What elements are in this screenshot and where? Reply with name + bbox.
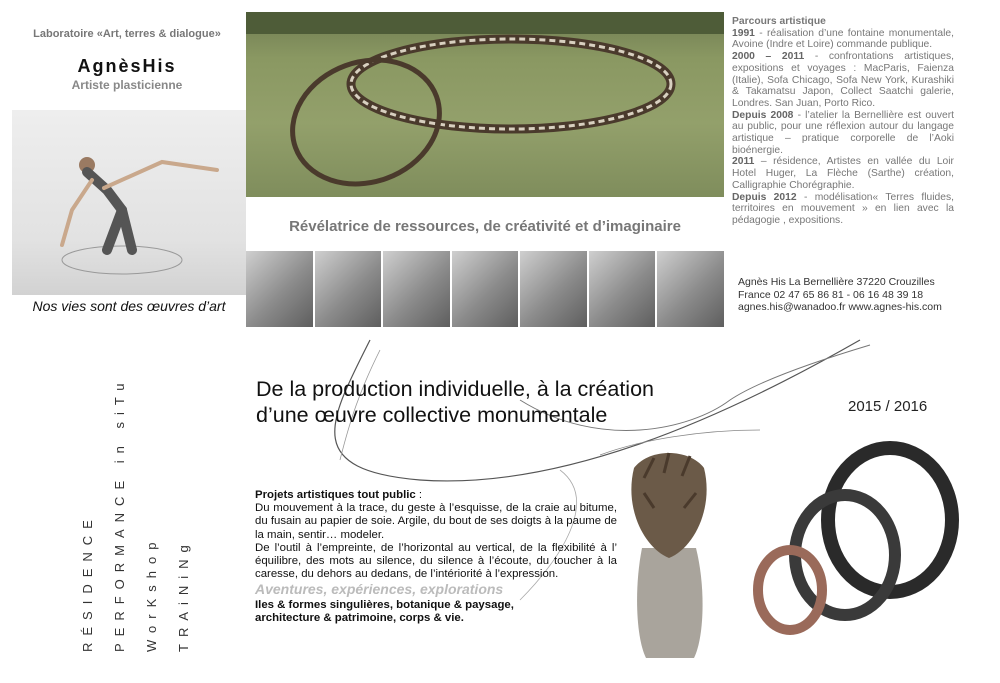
artist-name: AgnèsHis [77,56,177,76]
land-art-photo [246,12,724,197]
parcours-entry: 1991 - réalisation d’une fontaine monumentale, Avoine (Indre et Loire) commande publique. [732,27,954,51]
artist-role: Artiste plasticienne [71,78,183,92]
projects-paragraph: Du mouvement à la trace, du geste à l’esquisse, de la craie au bitume, du fusain au papier de soie. Argile, du bout de ses doigts à la paume de la main, sentir… modeler. [255,502,617,541]
parcours-entry: 2000 – 2011 - confrontations artistiques, expositions et voyages : MacParis, Faienza (Italie), Sofa Chicago, Sofa New York, Kurashiki & Takamatsu Japon, Collect Saatchi galerie, Londres. San Juan, Porto Rico. [732,51,954,109]
projects-themes: architecture & patrimoine, corps & vie. [255,611,464,624]
projects-title: Projets artistiques tout public : [255,489,423,501]
strip-photo [520,251,587,327]
parcours-title: Parcours artistique [732,16,826,27]
strip-photo [246,251,313,327]
projects-paragraph: De l’outil à l’empreinte, de l’horizontal au vertical, de la flexibilité à l’ équilibre, des mots au silence, du silence à l’écoute, du toucher à la caresse, du dehors au dedans, de l’intériorité à l’expression. [255,541,617,581]
contact-block [738,276,954,314]
strip-photo [657,251,724,327]
sculpture-vase [624,448,714,663]
dancer-figure [12,110,246,295]
tagline: Révélatrice de ressources, de créativité et d’imaginaire [289,218,681,235]
strip-photo [383,251,450,327]
motto: Nos vies sont des œuvres d’art [32,298,226,314]
dancer-photo [12,110,246,295]
sculpture-rings [750,440,960,640]
photo-strip [246,251,724,327]
main-headline: De la production individuelle, à la création d’une œuvre collective monumentale [256,377,654,427]
strip-photo [589,251,656,327]
vertical-performance: PERFORMANCE in siTu [112,376,127,652]
parcours-section [732,16,954,227]
contact-address: Agnès His La Bernellière 37220 Crouzilles [738,276,935,288]
projects-subtitle: Aventures, expériences, explorations [255,581,504,598]
season-year: 2015 / 2016 [848,398,928,415]
parcours-entry: Depuis 2012 - modélisation« Terres fluides, territoires en mouvement » en lien avec la pédagogie , expositions. [732,191,954,226]
contact-web[interactable]: agnes.his@wanadoo.fr www.agnes-his.com [738,301,942,314]
vertical-training: TRAiNiNg [176,538,191,652]
projects-section [255,489,617,625]
parcours-entry: 2011 – résidence, Artistes en vallée du Loir Hotel Huger, La Flèche (Sarthe) création, Calligraphie Chorégraphie. [732,156,954,191]
contact-phone: France 02 47 65 86 81 - 06 16 48 39 18 [738,288,924,301]
lab-name: Laboratoire «Art, terres & dialogue» [33,28,221,40]
vertical-residence: RÉSIDENCE [80,513,95,652]
land-art-rings [246,12,724,197]
vertical-workshop: WorKshop [144,535,159,652]
strip-photo [315,251,382,327]
strip-photo [452,251,519,327]
parcours-entry: Depuis 2008 - l’atelier la Bernellière est ouvert au public, pour une réflexion autour du langage artistique – pratique corporelle de l’Aoki bioénergie. [732,109,954,156]
projects-themes: Iles & formes singulières, botanique & paysage, [255,598,514,611]
